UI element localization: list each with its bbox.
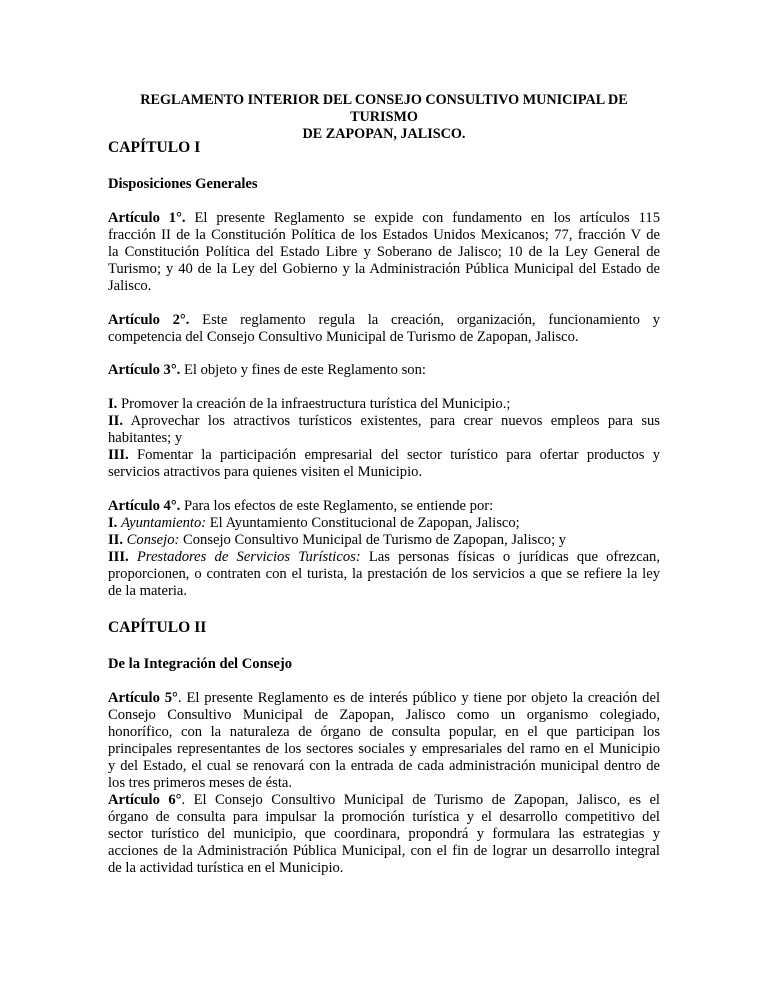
article-5-label: Artículo 5° xyxy=(108,690,178,706)
article-3-list xyxy=(108,396,660,481)
article-6-line-4: acciones de la Administración Pública Municipal, con el fin de lograr un desarrollo integral xyxy=(108,843,660,859)
article-5-line-1: . El presente Reglamento es de interés público y tiene por objeto la creación del xyxy=(177,690,660,706)
article-1-label: Artículo 1°. xyxy=(108,210,186,226)
article-6-label: Artículo 6° xyxy=(108,792,182,808)
definition-term: Ayuntamiento: xyxy=(120,515,207,531)
article-3-label: Artículo 3°. xyxy=(108,362,181,378)
article-6-line-2: órgano de consulta para impulsar la promoción turística y el desarrollo competitivo del xyxy=(108,809,660,825)
definition-term: Consejo: xyxy=(126,532,180,548)
document-title xyxy=(108,92,660,143)
title-line-2: DE ZAPOPAN, JALISCO. xyxy=(302,126,466,142)
article-6-line-5: de la actividad turística en el Municipio. xyxy=(108,860,344,876)
chapter-2-heading: CAPÍTULO II xyxy=(108,619,207,636)
article-3 xyxy=(108,362,660,379)
article-1-line-2: fracción II de la Constitución Política de los Estados Unidos Mexicanos; 77, fracción V de xyxy=(108,227,660,243)
definition-number: II. xyxy=(108,532,124,548)
definition-text: Consejo Consultivo Municipal de Turismo de Zapopan, Jalisco; y xyxy=(179,532,567,548)
article-5-line-4: principales representantes de los sectores sociales y empresariales del ramo en el Municipio xyxy=(108,741,660,757)
article-4-text: Para los efectos de este Reglamento, se entiende por: xyxy=(180,498,494,514)
definition-number: III. xyxy=(108,549,129,565)
list-item-text: Aprovechar los atractivos turísticos existentes, para crear nuevos empleos para sus xyxy=(123,413,660,429)
definition-text: de la materia. xyxy=(108,583,188,599)
article-5-line-3: honorífico, con la naturaleza de órgano de consulta popular, en el que participan los xyxy=(108,724,660,740)
article-5-line-5: y del Estado, el cual se renovará con la entrada de cada administración municipal dentro de xyxy=(108,758,660,774)
list-item-text: Fomentar la participación empresarial del sector turístico para ofertar productos y xyxy=(128,447,660,463)
definition-text: Las personas físicas o jurídicas que ofrezcan, xyxy=(360,549,660,565)
article-6-line-3: sector turístico del municipio, que coordinara, propondrá y formulara las estrategias y xyxy=(108,826,660,842)
article-6-line-1: . El Consejo Consultivo Municipal de Turismo de Zapopan, Jalisco, es el xyxy=(181,792,660,808)
article-2 xyxy=(108,312,660,346)
article-4-label: Artículo 4°. xyxy=(108,498,181,514)
article-1-line-1: El presente Reglamento se expide con fundamento en los artículos 115 xyxy=(185,210,660,226)
chapter-1-subheading: Disposiciones Generales xyxy=(108,176,258,192)
article-2-label: Artículo 2°. xyxy=(108,312,190,328)
chapter-2-subheading: De la Integración del Consejo xyxy=(108,656,293,672)
article-5 xyxy=(108,690,660,792)
article-6 xyxy=(108,792,660,877)
article-1 xyxy=(108,210,660,295)
article-1-line-4: Turismo; y 40 de la Ley del Gobierno y la Administración Pública Municipal del Estado de xyxy=(108,261,660,277)
definition-text: El Ayuntamiento Constitucional de Zapopan, Jalisco; xyxy=(206,515,520,531)
article-3-text: El objeto y fines de este Reglamento son: xyxy=(180,362,426,378)
title-line-1: REGLAMENTO INTERIOR DEL CONSEJO CONSULTIVO MUNICIPAL DE TURISMO xyxy=(140,92,628,125)
definition-term: Prestadores de Servicios Turísticos: xyxy=(136,549,361,565)
list-item-text: Promover la creación de la infraestructura turística del Municipio.; xyxy=(117,396,511,412)
article-1-line-5: Jalisco. xyxy=(108,278,152,294)
list-item-text: habitantes; y xyxy=(108,430,183,446)
article-1-line-3: la Constitución Política del Estado Libre y Soberano de Jalisco; 10 de la Ley General de xyxy=(108,244,660,260)
article-2-line-1: Este reglamento regula la creación, organización, funcionamiento y xyxy=(189,312,660,328)
list-item-number: III. xyxy=(108,447,129,463)
article-2-line-2: competencia del Consejo Consultivo Municipal de Turismo de Zapopan, Jalisco. xyxy=(108,329,579,345)
definition-number: I. xyxy=(108,515,118,531)
definition-text: proporcionen, o contraten con el turista, la prestación de los servicios a que se refiere la ley xyxy=(108,566,660,582)
article-5-line-2: Consejo Consultivo Municipal de Zapopan, Jalisco como un organismo colegiado, xyxy=(108,707,660,723)
chapter-1-heading: CAPÍTULO I xyxy=(108,139,201,156)
list-item-number: I. xyxy=(108,396,118,412)
article-5-line-6: los tres primeros meses de ésta. xyxy=(108,775,292,791)
list-item-number: II. xyxy=(108,413,124,429)
article-4 xyxy=(108,498,660,600)
list-item-text: servicios atractivos para quienes visiten el Municipio. xyxy=(108,464,423,480)
